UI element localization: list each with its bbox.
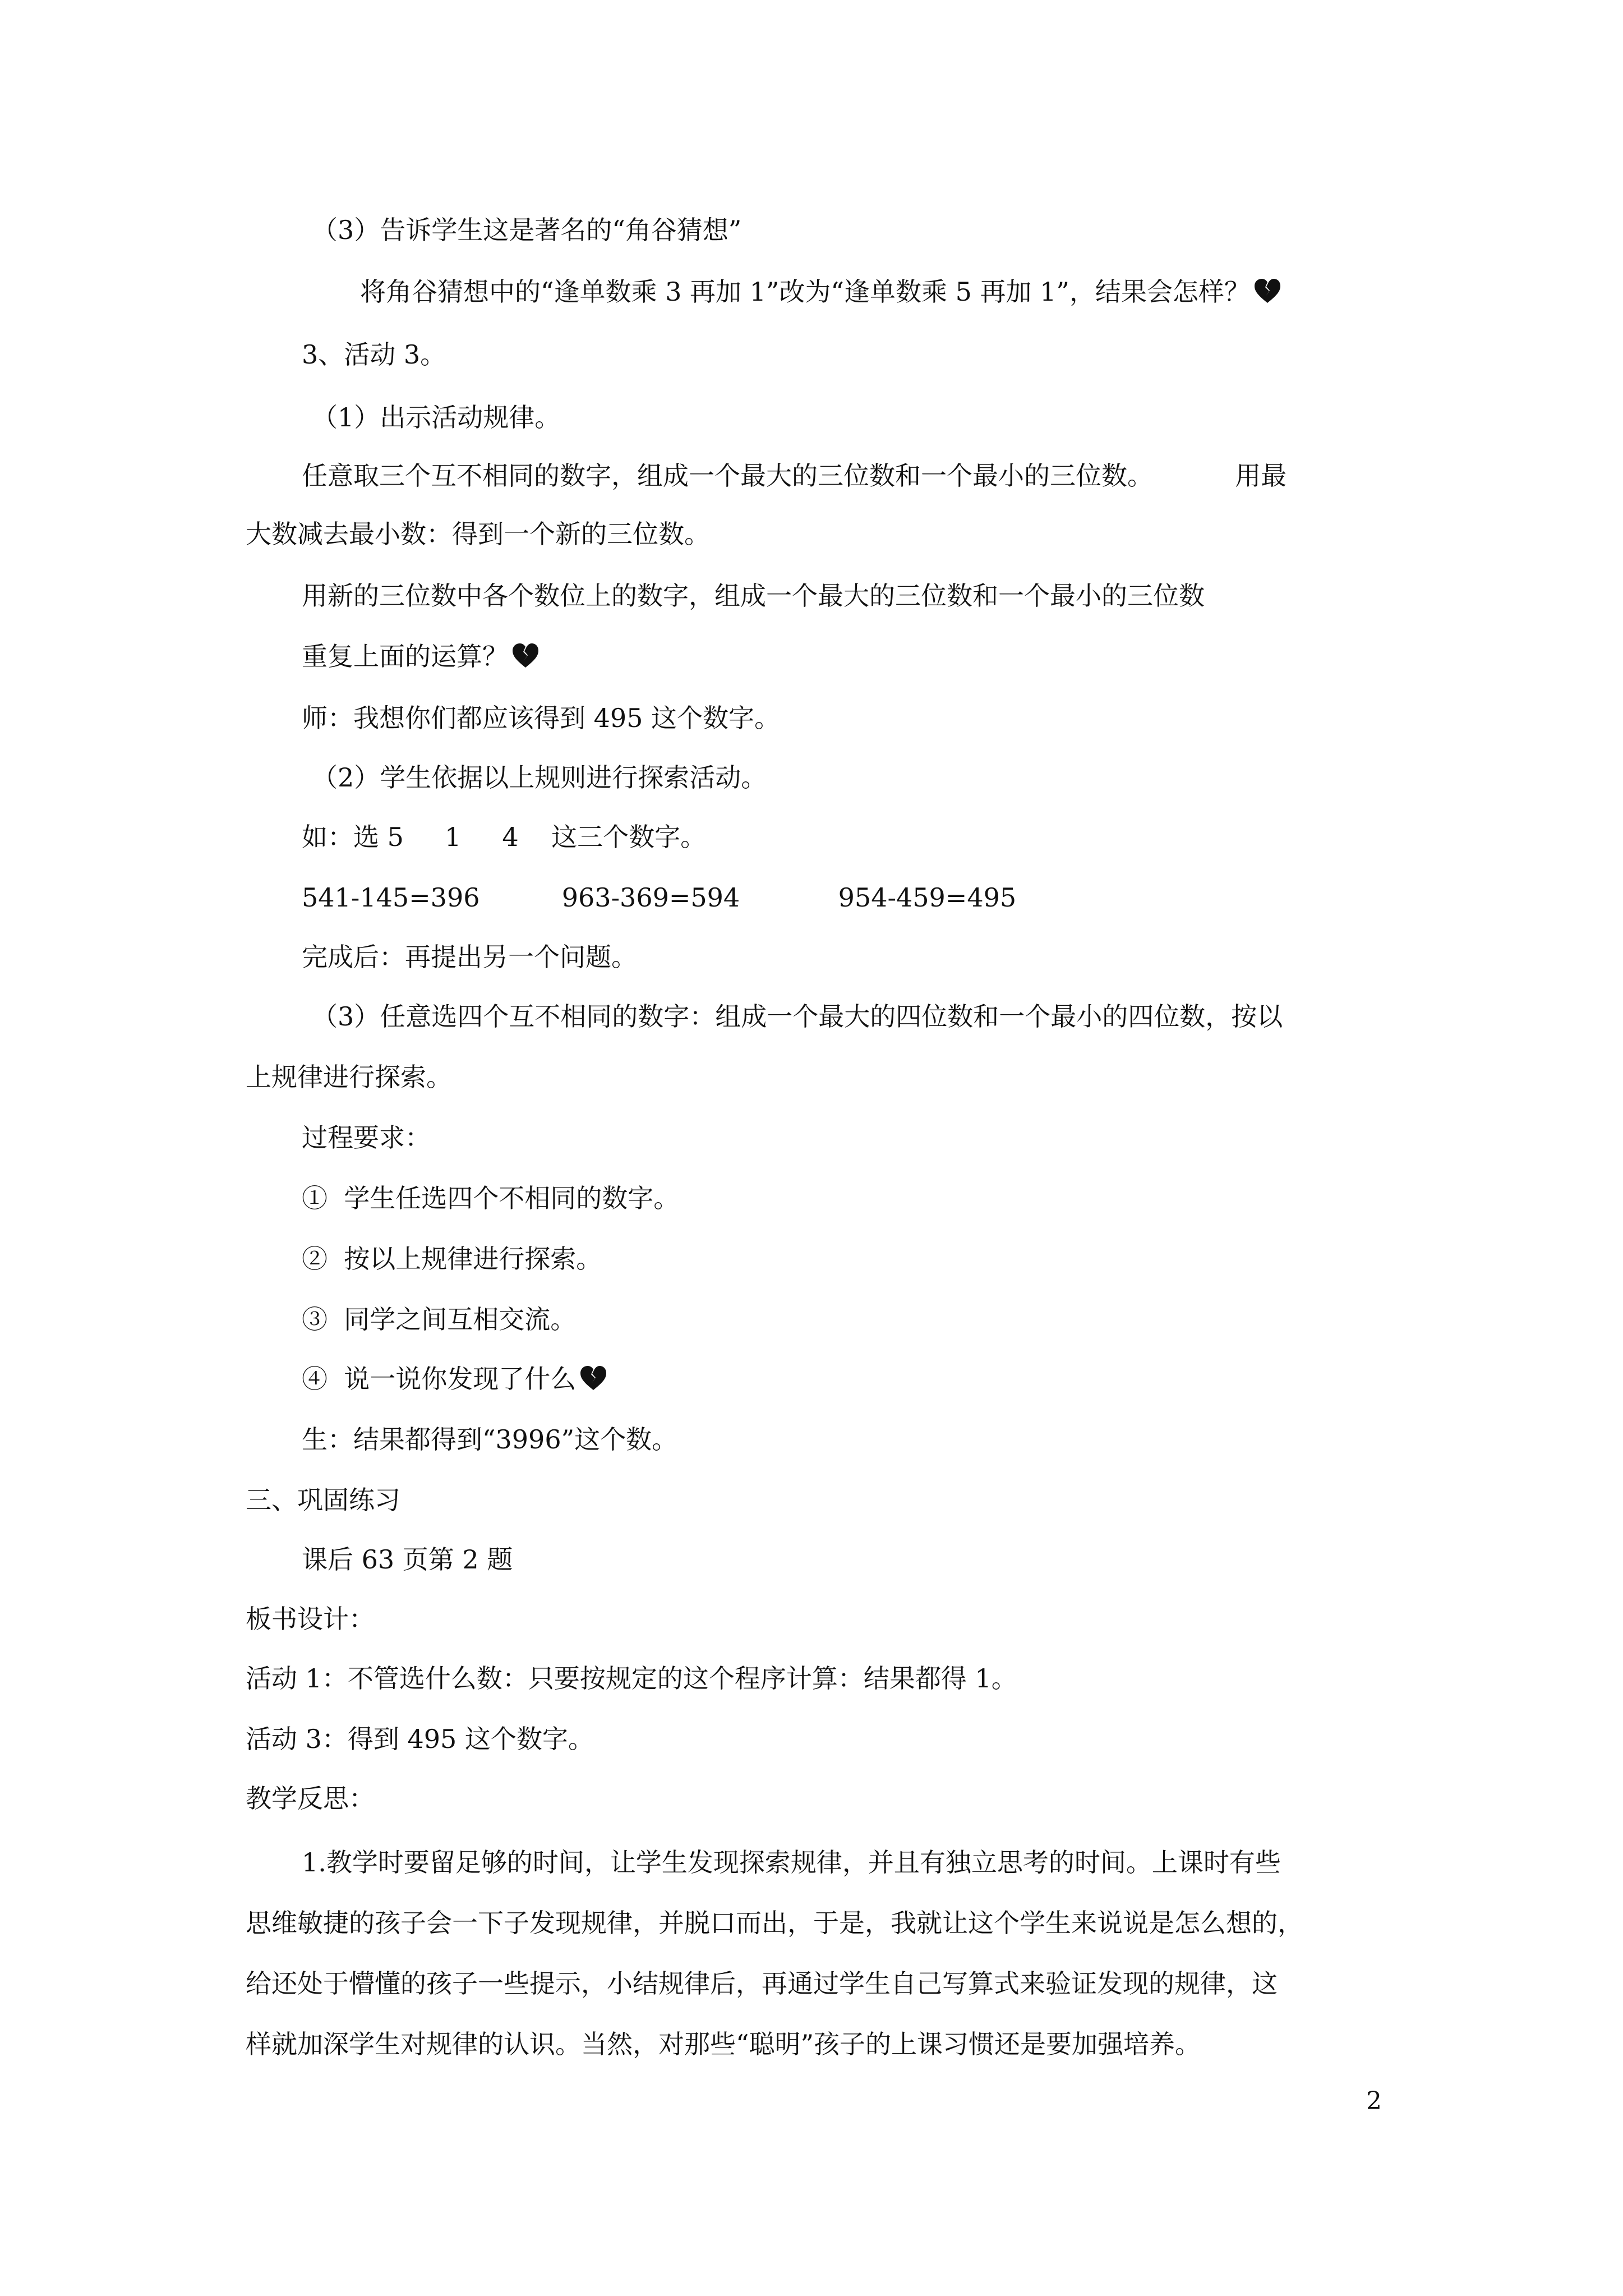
text-line-16: 过程要求： xyxy=(302,1122,431,1153)
text-line-2: 将角谷猜想中的“逢单数乘 3 再加 1”改为“逢单数乘 5 再加 1”，结果会怎样？ xyxy=(360,275,1281,309)
text-line-26: 活动 3：得到 495 这个数字。 xyxy=(246,1724,594,1754)
text-line-15: 上规律进行探索。 xyxy=(246,1062,452,1092)
text-line-25: 活动 1：不管选什么数：只要按规定的这个程序计算：结果都得 1。 xyxy=(246,1663,1017,1694)
text-line-19: ③ 同学之间互相交流。 xyxy=(302,1304,577,1335)
text-line-22: 三、巩固练习 xyxy=(246,1485,400,1515)
text-line-13: 完成后：再提出另一个问题。 xyxy=(302,942,637,972)
text-line-20: ④ 说一说你发现了什么 xyxy=(302,1362,607,1396)
text-line-18: ② 按以上规律进行探索。 xyxy=(302,1244,602,1274)
page-number: 2 xyxy=(1366,2087,1382,2115)
text-line-3: 3、活动 3。 xyxy=(302,339,446,370)
text-line-14: （3）任意选四个互不相同的数字：组成一个最大的四位数和一个最小的四位数，按以 xyxy=(312,1001,1283,1032)
text-line-5: 任意取三个互不相同的数字，组成一个最大的三位数和一个最小的三位数。 用最 xyxy=(302,461,1287,491)
text-line-10: （2）学生依据以上规则进行探索活动。 xyxy=(312,762,767,793)
text-line-7: 用新的三位数中各个数位上的数字，组成一个最大的三位数和一个最小的三位数 xyxy=(302,581,1205,611)
broken-heart-icon xyxy=(579,1365,607,1391)
text-line-24: 板书设计： xyxy=(246,1604,375,1634)
text-line-1: （3）告诉学生这是著名的“角谷猜想” xyxy=(312,215,742,245)
text-line-21: 生：结果都得到“3996”这个数。 xyxy=(302,1424,678,1455)
text-line-6: 大数减去最小数：得到一个新的三位数。 xyxy=(246,519,710,549)
text-line-29: 思维敏捷的孩子会一下子发现规律，并脱口而出，于是，我就让这个学生来说说是怎么想的， xyxy=(246,1908,1303,1938)
text-line-11: 如：选 5 1 4 这三个数字。 xyxy=(302,822,707,852)
text-line-27: 教学反思： xyxy=(246,1783,375,1814)
text-line-28: 1.教学时要留足够的时间，让学生发现探索规律，并且有独立思考的时间。上课时有些 xyxy=(302,1847,1281,1878)
text-line-12: 541-145=396 963-369=594 954-459=495 xyxy=(302,882,1017,913)
text-line-4: （1）出示活动规律。 xyxy=(312,402,561,432)
broken-heart-icon xyxy=(511,643,540,669)
text-line-17: ① 学生任选四个不相同的数字。 xyxy=(302,1183,680,1213)
text-line-30: 给还处于懵懂的孩子一些提示，小结规律后，再通过学生自己写算式来验证发现的规律，这 xyxy=(246,1968,1278,1999)
text-line-23: 课后 63 页第 2 题 xyxy=(302,1544,513,1575)
text-line-9: 师：我想你们都应该得到 495 这个数字。 xyxy=(302,703,781,733)
text-line-8: 重复上面的运算？ xyxy=(302,639,540,673)
text-line-31: 样就加深学生对规律的认识。当然，对那些“聪明”孩子的上课习惯还是要加强培养。 xyxy=(246,2029,1201,2059)
broken-heart-icon xyxy=(1253,278,1281,304)
